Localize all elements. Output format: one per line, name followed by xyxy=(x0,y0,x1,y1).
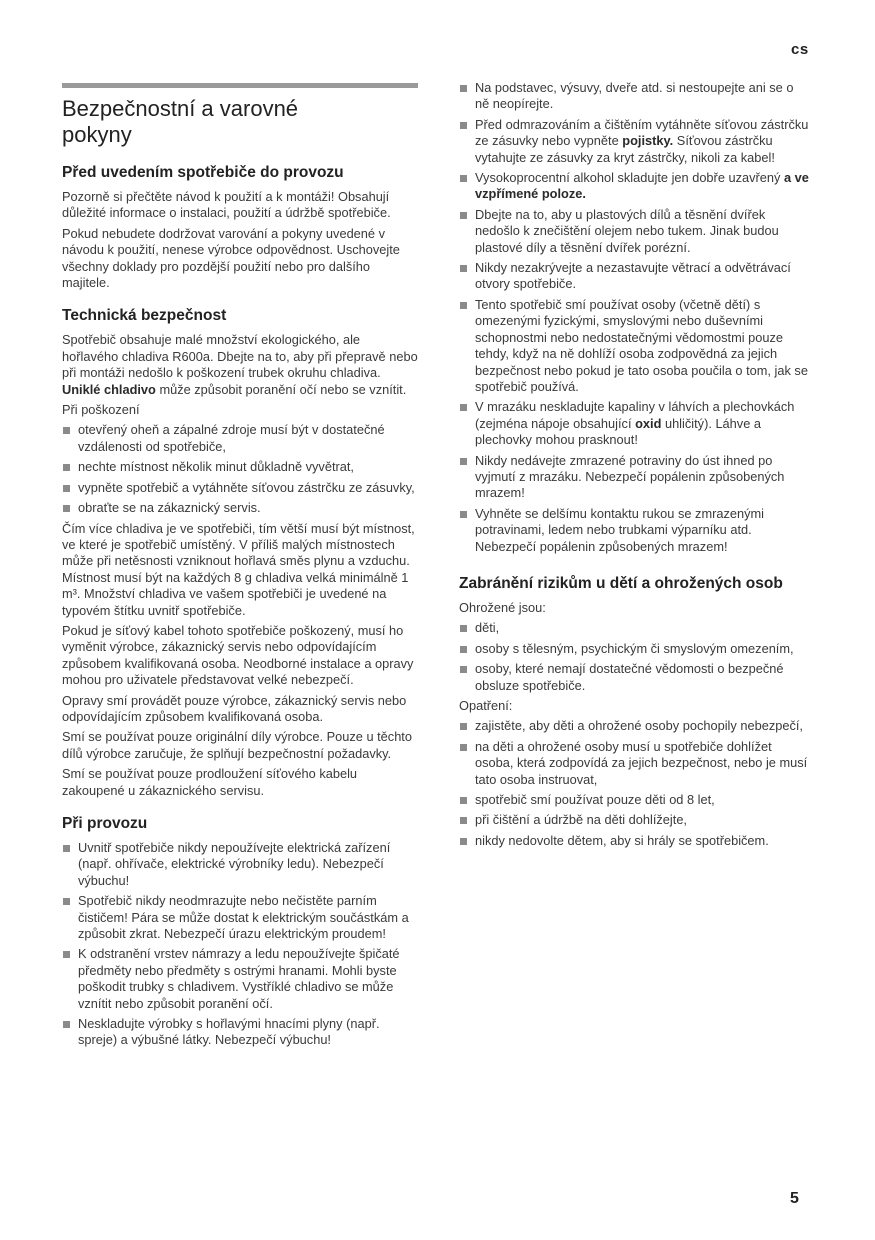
paragraph: Místnost musí být na každých 8 g chladiva velká minimálně 1 m³. Množství chladiva ve vašem spotřebiči je uvedené na typovém štítku uvnitř spotřebiče. xyxy=(62,569,409,618)
list-item: Tento spotřebič smí používat osoby (včetně dětí) s omezenými fyzickými, smyslovými nebo duševními schopnostmi nebo nedostatečnými vědomostmi pouze tehdy, když na ně dohlíží osoba zodpovědná za jejich bezpečnost nebo pokud je tato osoba poučila o tom, jak se spotřebič používá. xyxy=(459,297,811,395)
left-column xyxy=(62,80,418,1053)
list-item: obraťte se na zákaznický servis. xyxy=(62,500,418,516)
paragraph: Opravy smí provádět pouze výrobce, zákaznický servis nebo odpovídajícím způsobem kvalifikovaná osoba. xyxy=(62,692,407,724)
list-item: zajistěte, aby děti a ohrožené osoby pochopily nebezpečí, xyxy=(459,718,811,734)
list-item: vypněte spotřebič a vytáhněte síťovou zástrčku ze zásuvky, xyxy=(62,480,418,496)
list-item: na děti a ohrožené osoby musí u spotřebiče dohlížet osoba, která zodpovídá za jejich bezpečnost, nebo je musí tato osoba instruovat, xyxy=(459,739,811,788)
list-item: Na podstavec, výsuvy, dveře atd. si nestoupejte ani se o ně neopírejte. xyxy=(459,80,811,113)
page-number: 5 xyxy=(790,1190,799,1207)
list-item: Neskladujte výrobky s hořlavými hnacími plyny (např. spreje) a výbušné látky. Nebezpečí výbuchu! xyxy=(62,1016,418,1049)
list-item: Dbejte na to, aby u plastových dílů a těsnění dvířek nedošlo k znečištění olejem nebo tukem. Jinak budou plastové díly a těsnění dvířek porézní. xyxy=(459,207,811,256)
list-item: děti, xyxy=(459,620,811,636)
list-item: osoby s tělesným, psychickým či smyslovým omezením, xyxy=(459,641,811,657)
bullet-list xyxy=(62,840,418,1049)
page-title: Bezpečnostní a varovné pokyny xyxy=(62,96,299,147)
list-item: Vyhněte se delšímu kontaktu rukou se zmrazenými potravinami, ledem nebo trubkami výparníku atd. Nebezpečí popálenin způsobených mrazem! xyxy=(459,506,811,555)
list-item: osoby, které nemají dostatečné vědomosti o bezpečné obsluze spotřebiče. xyxy=(459,661,811,694)
section-heading-operation: Při provozu xyxy=(62,815,148,832)
paragraph: Smí se používat pouze prodloužení síťového kabelu zakoupené u zákaznického servisu. xyxy=(62,766,358,798)
list-item: Před odmrazováním a čištěním vytáhněte síťovou zástrčku ze zásuvky nebo vypněte pojistky. Síťovou zástrčku vytahujte ze zásuvky za kryt zástrčky, nikoli za kabel! xyxy=(459,117,811,166)
paragraph: Pokud nebudete dodržovat varování a pokyny uvedené v návodu k použití, nenese výrobce odpovědnost. Uschovejte všechny doklady pro pozdější použití nebo pro dalšího majitele. xyxy=(62,225,400,291)
paragraph: Pozorně si přečtěte návod k použití a k montáži! Obsahují důležité informace o instalaci, použití a údržbě spotřebiče. xyxy=(62,189,391,221)
section-heading-technical-safety: Technická bezpečnost xyxy=(62,307,227,325)
paragraph: Čím více chladiva je ve spotřebiči, tím větší musí být místnost, ve které je spotřebič umístěný. V příliš malých místnostech může při netěsnosti vzniknout hořlavá směs plynu a vzduchu. xyxy=(62,520,415,569)
list-item: Vysokoprocentní alkohol skladujte jen dobře uzavřený a ve vzpřímené poloze. xyxy=(459,170,811,203)
paragraph: Při poškození xyxy=(62,402,140,418)
paragraph: Pokud je síťový kabel tohoto spotřebiče poškozený, musí ho vyměnit výrobce, zákaznický servis nebo odpovídajícím způsobem kvalifikovaná osoba. Neodborné instalace a opravy mohou pro uživatele představovat velké nebezpečí. xyxy=(62,622,414,688)
list-item: při čištění a údržbě na děti dohlížejte, xyxy=(459,812,811,828)
list-item: nikdy nedovolte dětem, aby si hrály se spotřebičem. xyxy=(459,833,811,849)
paragraph: Smí se používat pouze originální díly výrobce. Pouze u těchto dílů výrobce zaručuje, že splňují bezpečnostní požadavky. xyxy=(62,729,412,761)
bullet-list xyxy=(459,620,811,694)
list-item: V mrazáku neskladujte kapaliny v láhvích a plechovkách (zejména nápoje obsahující oxid uhličitý). Láhve a plechovky mohou prasknout! xyxy=(459,399,811,448)
right-column xyxy=(459,80,811,853)
language-code: cs xyxy=(791,41,809,58)
list-item: spotřebič smí používat pouze děti od 8 let, xyxy=(459,792,811,808)
list-item: otevřený oheň a zápalné zdroje musí být v dostatečné vzdálenosti od spotřebiče, xyxy=(62,422,418,455)
list-item: Spotřebič nikdy neodmrazujte nebo nečistěte parním čističem! Pára se může dostat k elektrickým součástkám a způsobit zkrat. Nebezpečí úrazu elektrickým proudem! xyxy=(62,893,418,942)
list-item: K odstranění vrstev námrazy a ledu nepoužívejte špičaté předměty nebo předměty s ostrými hranami. Mohli byste poškodit trubky s chladivem. Vystříklé chladivo se může vznítit nebo způsobit poranění očí. xyxy=(62,946,418,1012)
paragraph: Ohrožené jsou: xyxy=(459,599,546,615)
list-item: Nikdy nedávejte zmrazené potraviny do úst ihned po vyjmutí z mrazáku. Nebezpečí popálenin způsobených mrazem! xyxy=(459,453,811,502)
paragraph: Opatření: xyxy=(459,698,513,713)
bullet-list xyxy=(62,422,418,516)
section-heading-before-use: Před uvedením spotřebiče do provozu xyxy=(62,164,344,181)
title-rule xyxy=(62,83,418,88)
list-item: Uvnitř spotřebiče nikdy nepoužívejte elektrická zařízení (např. ohřívače, elektrické výrobníky ledu). Nebezpečí výbuchu! xyxy=(62,840,418,889)
bullet-list xyxy=(459,80,811,555)
section-heading-children-risks: Zabránění rizikům u dětí a ohrožených osob xyxy=(459,574,783,592)
bullet-list xyxy=(459,718,811,849)
paragraph: Spotřebič obsahuje malé množství ekologického, ale hořlavého chladiva R600a. Dbejte na to, aby při přepravě nebo při montáži nedošlo k poškození trubek okruhu chladiva. Uniklé chladivo může způsobit poranění očí nebo se vznítit. xyxy=(62,332,418,397)
list-item: nechte místnost několik minut důkladně vyvětrat, xyxy=(62,459,418,475)
list-item: Nikdy nezakrývejte a nezastavujte větrací a odvětrávací otvory spotřebiče. xyxy=(459,260,811,293)
